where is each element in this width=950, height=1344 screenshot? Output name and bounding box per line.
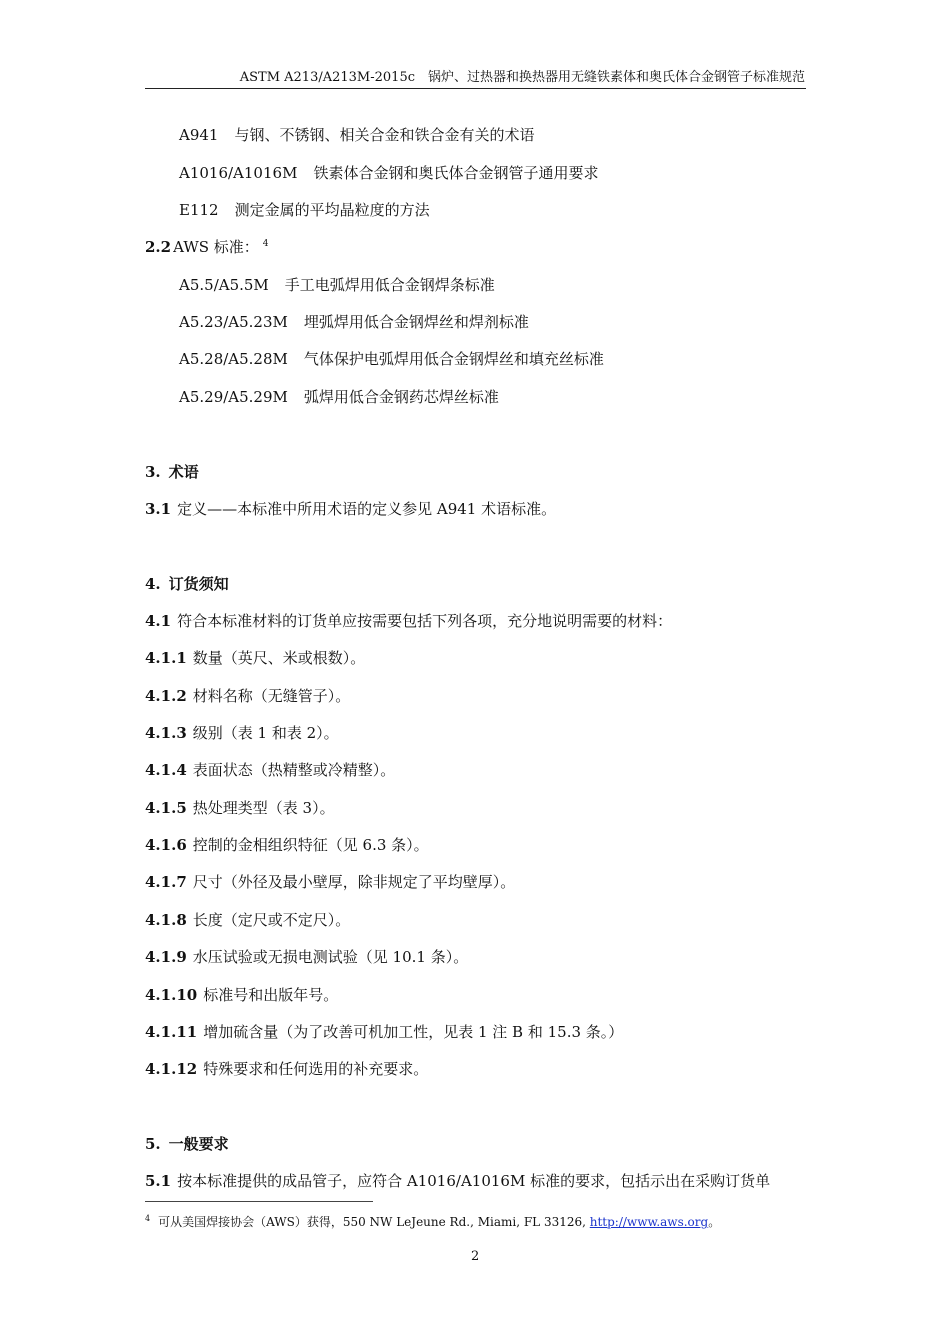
clause-text: 特殊要求和任何选用的补充要求。 — [203, 1060, 429, 1078]
reference-code: A941 — [179, 126, 219, 144]
clause-text: 级别（表 1 和表 2）。 — [192, 724, 339, 742]
reference-item — [179, 386, 499, 407]
clause-text: 数量（英尺、米或根数）。 — [192, 649, 366, 667]
running-header: ASTM A213/A213M-2015c 锅炉、过热器和换热器用无缝铁素体和奥氏体合金钢管子标准规范 — [239, 70, 805, 85]
clause-text: 热处理类型（表 3）。 — [192, 799, 335, 817]
reference-code: E112 — [179, 201, 219, 219]
clause — [145, 685, 350, 706]
footnote-rule — [145, 1201, 373, 1202]
clause-number: 4.1.12 — [145, 1060, 198, 1078]
clause — [145, 647, 365, 668]
reference-title: 测定金属的平均晶粒度的方法 — [234, 201, 430, 219]
reference-item — [179, 348, 604, 369]
clause-text: 标准号和出版年号。 — [203, 986, 339, 1004]
clause — [145, 1170, 770, 1191]
footnote-mark: 4 — [145, 1214, 151, 1223]
clause-number: 3.1 — [145, 500, 172, 518]
section-heading-terminology: 3. 术语 — [145, 463, 199, 481]
clause-number: 4.1.7 — [145, 873, 187, 891]
reference-title: 埋弧焊用低合金钢焊丝和焊剂标准 — [303, 313, 529, 331]
section-heading-general-requirements: 5. 一般要求 — [145, 1135, 229, 1153]
reference-code: A5.28/A5.28M — [179, 350, 288, 368]
reference-title: 弧焊用低合金钢药芯焊丝标准 — [303, 388, 499, 406]
clause-text: 尺寸（外径及最小壁厚，除非规定了平均壁厚）。 — [192, 873, 516, 891]
clause-text: 符合本标准材料的订货单应按需要包括下列各项，充分地说明需要的材料： — [177, 612, 673, 630]
clause-text: AWS 标准： — [173, 238, 259, 256]
clause — [145, 797, 335, 818]
section-heading-ordering: 4. 订货须知 — [145, 575, 229, 593]
clause — [145, 909, 350, 930]
reference-title: 与钢、不锈钢、相关合金和铁合金有关的术语 — [234, 126, 535, 144]
clause — [145, 984, 338, 1005]
footnote-end: 。 — [708, 1215, 721, 1229]
clause — [145, 871, 515, 892]
reference-title: 气体保护电弧焊用低合金钢焊丝和填充丝标准 — [303, 350, 604, 368]
reference-title: 铁素体合金钢和奥氏体合金钢管子通用要求 — [313, 164, 599, 182]
clause-number: 4.1.2 — [145, 687, 187, 705]
header-rule — [145, 88, 806, 89]
clause-text: 增加硫含量（为了改善可机加工性，见表 1 注 B 和 15.3 条。） — [203, 1023, 624, 1041]
clause — [145, 834, 429, 855]
clause-number: 4.1.11 — [145, 1023, 198, 1041]
clause-number: 4.1 — [145, 612, 172, 630]
clause-text: 定义——本标准中所用术语的定义参见 A941 术语标准。 — [177, 500, 557, 518]
clause-number: 5.1 — [145, 1172, 172, 1190]
clause — [145, 498, 556, 519]
page-number: 2 — [471, 1249, 480, 1264]
reference-title: 手工电弧焊用低合金钢焊条标准 — [284, 276, 495, 294]
clause — [145, 1058, 428, 1079]
clause-number: 4.1.3 — [145, 724, 187, 742]
reference-code: A5.5/A5.5M — [179, 276, 269, 294]
reference-code: A5.23/A5.23M — [179, 313, 288, 331]
clause-number: 4.1.1 — [145, 649, 187, 667]
clause-number: 2.2 — [145, 238, 172, 256]
clause-number: 4.1.4 — [145, 761, 187, 779]
footnote-reference[interactable]: 4 — [262, 239, 269, 249]
clause-number: 4.1.6 — [145, 836, 187, 854]
clause — [145, 1021, 623, 1042]
clause — [145, 759, 395, 780]
clause-number: 4.1.5 — [145, 799, 187, 817]
aws-standards-line — [145, 236, 269, 257]
aws-website-link[interactable]: http://www.aws.org — [589, 1215, 709, 1229]
clause-text: 水压试验或无损电测试验（见 10.1 条）。 — [192, 948, 469, 966]
clause-number: 4.1.10 — [145, 986, 198, 1004]
clause-text: 材料名称（无缝管子）。 — [192, 687, 351, 705]
clause — [145, 722, 339, 743]
reference-code: A5.29/A5.29M — [179, 388, 288, 406]
reference-code: A1016/A1016M — [179, 164, 298, 182]
reference-item — [179, 311, 529, 332]
clause-text: 控制的金相组织特征（见 6.3 条）。 — [192, 836, 429, 854]
clause-number: 4.1.9 — [145, 948, 187, 966]
footnote — [145, 1213, 720, 1230]
clause — [145, 946, 468, 967]
clause-text: 按本标准提供的成品管子，应符合 A1016/A1016M 标准的要求，包括示出在采购订货单 — [177, 1172, 771, 1190]
reference-item — [179, 124, 534, 145]
clause-text: 表面状态（热精整或冷精整）。 — [192, 761, 396, 779]
footnote-text: 可从美国焊接协会（AWS）获得，550 NW LeJeune Rd., Miami, FL 33126, — [158, 1215, 590, 1229]
reference-item — [179, 199, 430, 220]
reference-item — [179, 162, 598, 183]
clause-text: 长度（定尺或不定尺）。 — [192, 911, 351, 929]
reference-item — [179, 274, 495, 295]
clause — [145, 610, 672, 631]
clause-number: 4.1.8 — [145, 911, 187, 929]
